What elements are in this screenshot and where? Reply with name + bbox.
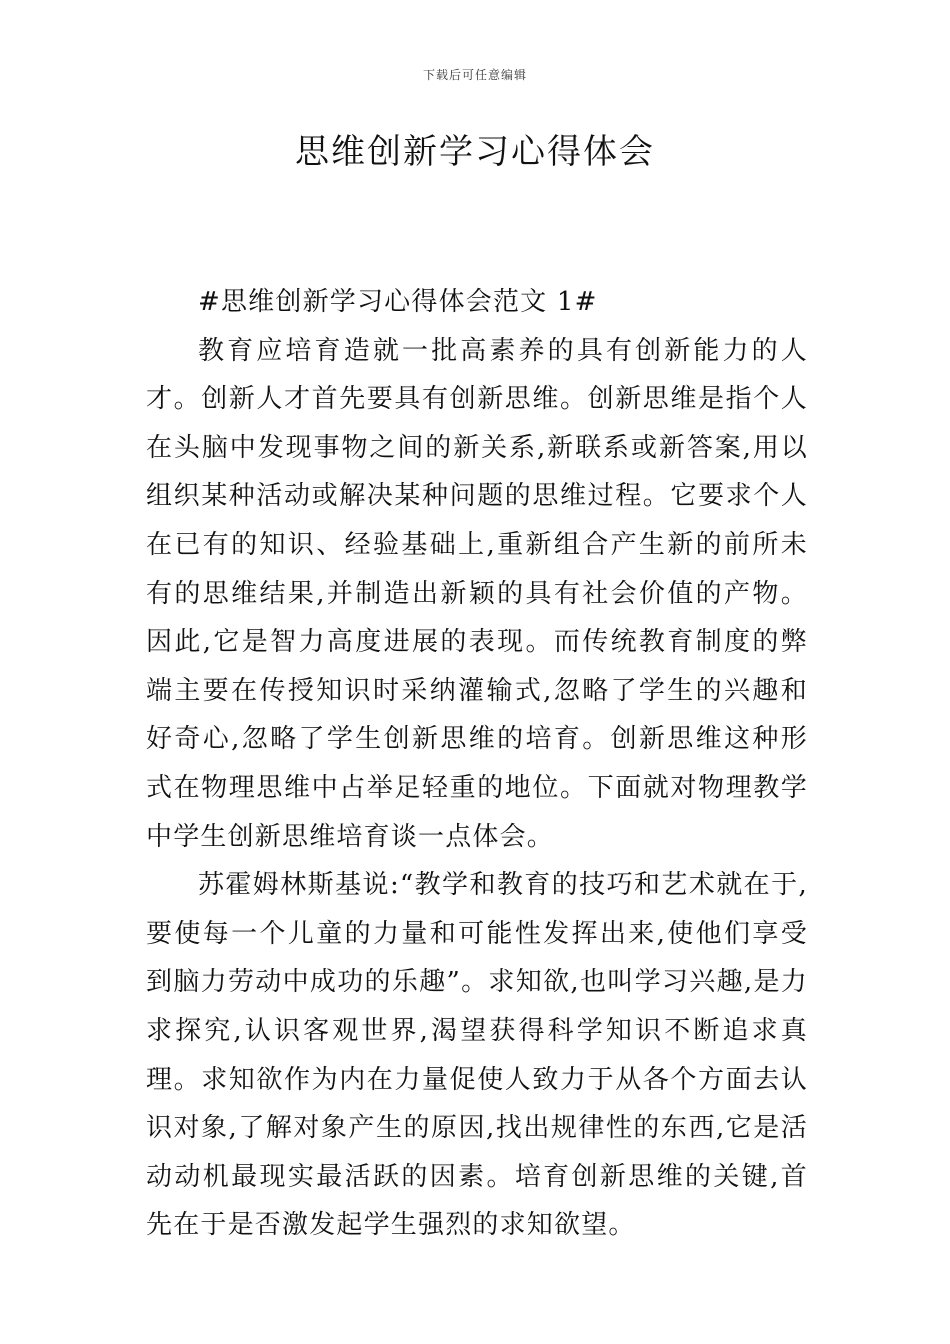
section-heading: #思维创新学习心得体会范文 1#	[198, 287, 598, 317]
document-body	[146, 278, 808, 1250]
paragraph: 苏霍姆林斯基说:“教学和教育的技巧和艺术就在于,要使每一个儿童的力量和可能性发挥出来,使他们享受到脑力劳动中成功的乐趣”。求知欲,也叫学习兴趣,是力求探究,认识客观世界,渴望获得科学知识不断追求真理。求知欲作为内在力量促使人致力于从各个方面去认识对象,了解对象产生的原因,找出规律性的东西,它是活动动机最现实最活跃的因素。培育创新思维的关键,首先在于是否激发起学生强烈的求知欲望。	[146, 870, 808, 1241]
document-title: 思维创新学习心得体会	[295, 132, 655, 172]
paragraph: 教育应培育造就一批高素养的具有创新能力的人才。创新人才首先要具有创新思维。创新思维是指个人在头脑中发现事物之间的新关系,新联系或新答案,用以组织某种活动或解决某种问题的思维过程。它要求个人在已有的知识、经验基础上,重新组合产生新的前所未有的思维结果,并制造出新颖的具有社会价值的产物。因此,它是智力高度进展的表现。而传统教育制度的弊端主要在传授知识时采纳灌输式,忽略了学生的兴趣和好奇心,忽略了学生创新思维的培育。创新思维这种形式在物理思维中占举足轻重的地位。下面就对物理教学中学生创新思维培育谈一点体会。	[146, 335, 808, 852]
header-note: 下载后可任意编辑	[422, 68, 527, 82]
